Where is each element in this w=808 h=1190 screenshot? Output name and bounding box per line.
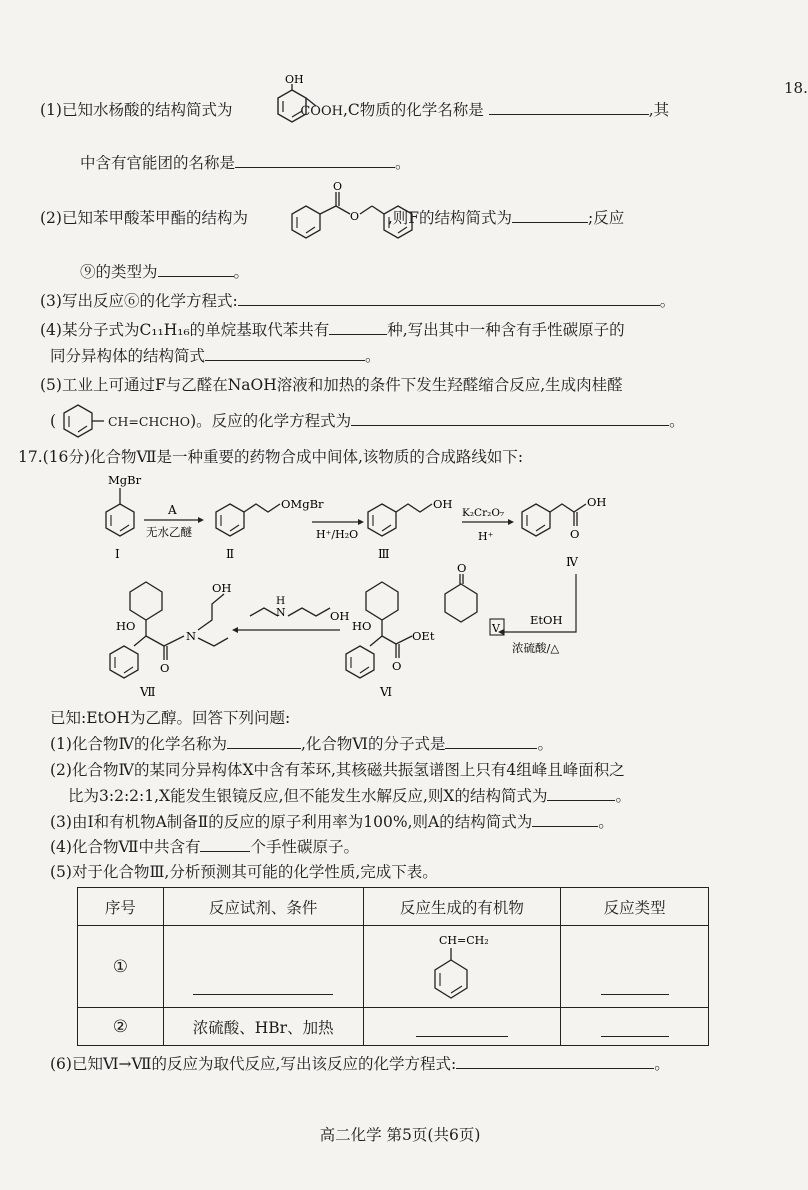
q17-s1-prefix: (1)化合物Ⅳ的化学名称为 xyxy=(50,735,227,753)
oxidant-acid: H⁺ xyxy=(478,530,494,543)
compound-VI xyxy=(346,582,435,699)
table-header-reagent: 反应试剂、条件 xyxy=(163,888,363,926)
q16-part2-line2 xyxy=(80,262,249,282)
label-V: Ⅴ xyxy=(492,622,500,635)
row2-no: ② xyxy=(78,1008,164,1046)
answer-blank-f-structure[interactable] xyxy=(512,208,588,223)
answer-blank-row2-type[interactable] xyxy=(601,1036,669,1037)
benzyl-benzoate-structure xyxy=(288,180,428,248)
table-header-no: 序号 xyxy=(78,888,164,926)
q16-part5-line1: (5)工业上可通过F与乙醛在NaOH溶液和加热的条件下发生羟醛缩合反应,生成肉桂醛 xyxy=(40,376,623,394)
table-header-type: 反应类型 xyxy=(561,888,709,926)
label-III: Ⅲ xyxy=(378,547,390,561)
q16-part3 xyxy=(40,291,675,311)
answer-blank-row2-product[interactable] xyxy=(416,1036,508,1037)
q16-p3-end: 。 xyxy=(659,292,676,310)
q17-s1-mid: ,化合物Ⅵ的分子式是 xyxy=(300,735,446,753)
answer-blank-row1-reagent[interactable] xyxy=(193,994,333,995)
cyclohexanone xyxy=(445,561,477,622)
answer-blank-c-name[interactable] xyxy=(489,100,649,115)
q17-s3-text: (3)由Ⅰ和有机物A制备Ⅱ的反应的原子利用率为100%,则A的结构简式为 xyxy=(50,813,533,831)
q17-sub3 xyxy=(50,812,614,832)
answer-blank-reaction6-equation[interactable] xyxy=(238,291,660,306)
compound-III xyxy=(368,497,452,561)
condition-acid-workup: H⁺/H₂O xyxy=(316,528,359,541)
answer-blank-aldol-equation[interactable] xyxy=(351,411,669,426)
oet-label: OEt xyxy=(412,629,435,643)
omgbr-label: OMgBr xyxy=(281,497,324,511)
q16-p4-tail: 种,写出其中一种含有手性碳原子的 xyxy=(387,321,625,339)
q17-s1-end: 。 xyxy=(537,735,553,753)
answer-blank-reaction9-type[interactable] xyxy=(158,262,234,277)
q17-stem: 17.(16分)化合物Ⅶ是一种重要的药物合成中间体,该物质的合成路线如下: xyxy=(18,448,524,466)
q17-s3-end: 。 xyxy=(598,813,614,831)
q16-p2-line2-text: ⑨的类型为 xyxy=(80,263,158,281)
compound-IV xyxy=(522,495,606,569)
q16-part1-line2 xyxy=(80,153,411,173)
answer-blank-x-structure[interactable] xyxy=(547,786,615,801)
ester-o-label: O xyxy=(350,210,360,223)
q16-p2-mid: ,则F的结构简式为 xyxy=(387,209,513,227)
condition-conc-h2so4: 浓硫酸/△ xyxy=(512,641,560,655)
n-label-amine: N xyxy=(276,606,286,619)
answer-blank-chiral-count[interactable] xyxy=(200,837,250,852)
answer-blank-chiral-isomer[interactable] xyxy=(205,346,365,361)
q16-p1-mid: ,C物质的化学名称是 xyxy=(342,101,484,119)
q16-p4-line2-end: 。 xyxy=(365,347,381,365)
q17-s6-text: (6)已知Ⅵ→Ⅶ的反应为取代反应,写出该反应的化学方程式: xyxy=(50,1055,457,1073)
oh-label-amine: OH xyxy=(330,609,350,623)
answer-blank-row1-type[interactable] xyxy=(601,994,669,995)
answer-blank-functional-group[interactable] xyxy=(235,153,395,168)
q17-known: 已知:EtOH为乙醇。回答下列问题: xyxy=(50,709,291,727)
q17-s2-text: 比为3:2:2:1,X能发生银镜反应,但不能发生水解反应,则X的结构简式为 xyxy=(68,787,548,805)
oh-label: OH xyxy=(285,73,304,86)
q17-sub1 xyxy=(50,734,553,754)
q16-p3-text: (3)写出反应⑥的化学方程式: xyxy=(40,292,238,310)
table-header-row xyxy=(78,888,709,926)
label-VII: Ⅶ xyxy=(140,685,156,699)
synthesis-route-scheme xyxy=(90,470,650,710)
answer-blank-vi-vii-equation[interactable] xyxy=(456,1054,654,1069)
row1-no: ① xyxy=(78,926,164,1008)
ho-label-VII: HO xyxy=(116,619,136,633)
etoh-label: EtOH xyxy=(530,613,563,627)
label-II: Ⅱ xyxy=(226,547,235,561)
page-footer: 高二化学 第5页(共6页) xyxy=(319,1126,481,1144)
styrene-structure xyxy=(417,930,507,1004)
q16-p2-prefix: (2)已知苯甲酸苯甲酯的结构为 xyxy=(40,209,248,227)
q17-sub6 xyxy=(50,1054,670,1074)
q16-p1-line2-end: 。 xyxy=(395,154,411,172)
q16-p4-line2-text: 同分异构体的结构简式 xyxy=(50,347,206,365)
row1-type-cell xyxy=(561,926,709,1008)
answer-blank-iv-name[interactable] xyxy=(227,734,301,749)
label-I: Ⅰ xyxy=(115,547,120,561)
q16-p2-tail: ;反应 xyxy=(588,209,625,227)
condition-anhydrous-ether: 无水乙醚 xyxy=(146,525,192,539)
reagent-A: A xyxy=(168,503,177,517)
row2-product-cell xyxy=(363,1008,561,1046)
amine-reagent xyxy=(250,595,349,623)
q17-s4-prefix: (4)化合物Ⅶ中共含有 xyxy=(50,838,201,856)
q16-part4-line1 xyxy=(40,320,625,340)
q17-s2-end: 。 xyxy=(615,787,631,805)
cinnamaldehyde-formula: CH=CHCHO xyxy=(107,414,191,429)
q16-p2-line2-end: 。 xyxy=(233,263,250,281)
o-label-VII: O xyxy=(160,661,170,675)
cinnamaldehyde-benzene-ring xyxy=(60,402,108,442)
carbonyl-o-label: O xyxy=(333,180,343,193)
q17-sub2-line2 xyxy=(68,786,631,806)
n-label-VII: N xyxy=(186,629,197,643)
row1-product-cell xyxy=(363,926,561,1008)
o-label-ketone: O xyxy=(457,561,467,575)
compound-I xyxy=(106,473,142,561)
row1-reagent-cell xyxy=(163,926,363,1008)
table-row xyxy=(78,926,709,1008)
table-header-product: 反应生成的有机物 xyxy=(363,888,561,926)
oh-label-III: OH xyxy=(433,497,453,511)
q16-part5-line2 xyxy=(50,411,685,432)
salicylic-acid-structure xyxy=(268,73,332,132)
q16-p5-end: 。 xyxy=(669,412,685,430)
label-VI: Ⅵ xyxy=(380,685,393,699)
q16-p4-prefix: (4)某分子式为C₁₁H₁₆的单烷基取代苯共有 xyxy=(40,321,330,339)
vinyl-formula: CH=CH₂ xyxy=(438,933,489,947)
table-row xyxy=(78,1008,709,1046)
q17-sub4 xyxy=(50,837,359,857)
q16-p5-mid: )。反应的化学方程式为 xyxy=(190,412,352,430)
q16-p1-line2-text: 中含有官能团的名称是 xyxy=(80,154,236,172)
oh-label-IV: OH xyxy=(587,495,607,509)
q17-sub5: (5)对于化合物Ⅲ,分析预测其可能的化学性质,完成下表。 xyxy=(50,863,438,881)
q16-p1-tail: ,其 xyxy=(648,101,670,119)
q16-part1-line1 xyxy=(40,100,669,122)
mgbr-label: MgBr xyxy=(108,473,142,487)
cinnamaldehyde-paren: ( xyxy=(50,412,57,430)
reaction-table xyxy=(77,887,709,1046)
label-IV: Ⅳ xyxy=(566,555,578,569)
answer-blank-isomer-count[interactable] xyxy=(329,320,387,335)
oh-label-VII: OH xyxy=(212,581,232,595)
q17-s4-tail: 个手性碳原子。 xyxy=(250,838,359,856)
row2-type-cell xyxy=(561,1008,709,1046)
answer-blank-a-structure[interactable] xyxy=(532,812,598,827)
page-marker: 18. xyxy=(784,79,808,97)
q17-s6-end: 。 xyxy=(654,1055,670,1073)
answer-blank-vi-formula[interactable] xyxy=(445,734,537,749)
row2-reagent: 浓硫酸、HBr、加热 xyxy=(163,1008,363,1046)
o-label-VI: O xyxy=(392,659,402,673)
q17-sub2-line1: (2)化合物Ⅳ的某同分异构体X中含有苯环,其核磁共振氢谱图上只有4组峰且峰面积之 xyxy=(50,761,625,779)
oxidant-dichromate: K₂Cr₂O₇ xyxy=(462,507,505,519)
ho-label-VI: HO xyxy=(352,619,372,633)
compound-VII xyxy=(110,581,231,699)
compound-II xyxy=(216,497,324,561)
cooh-label: COOH xyxy=(300,104,343,119)
o-label-IV: O xyxy=(570,527,580,541)
q16-p1-prefix: (1)已知水杨酸的结构简式为 xyxy=(40,101,233,119)
q16-part4-line2 xyxy=(50,346,381,366)
h-label-amine: H xyxy=(276,595,286,607)
